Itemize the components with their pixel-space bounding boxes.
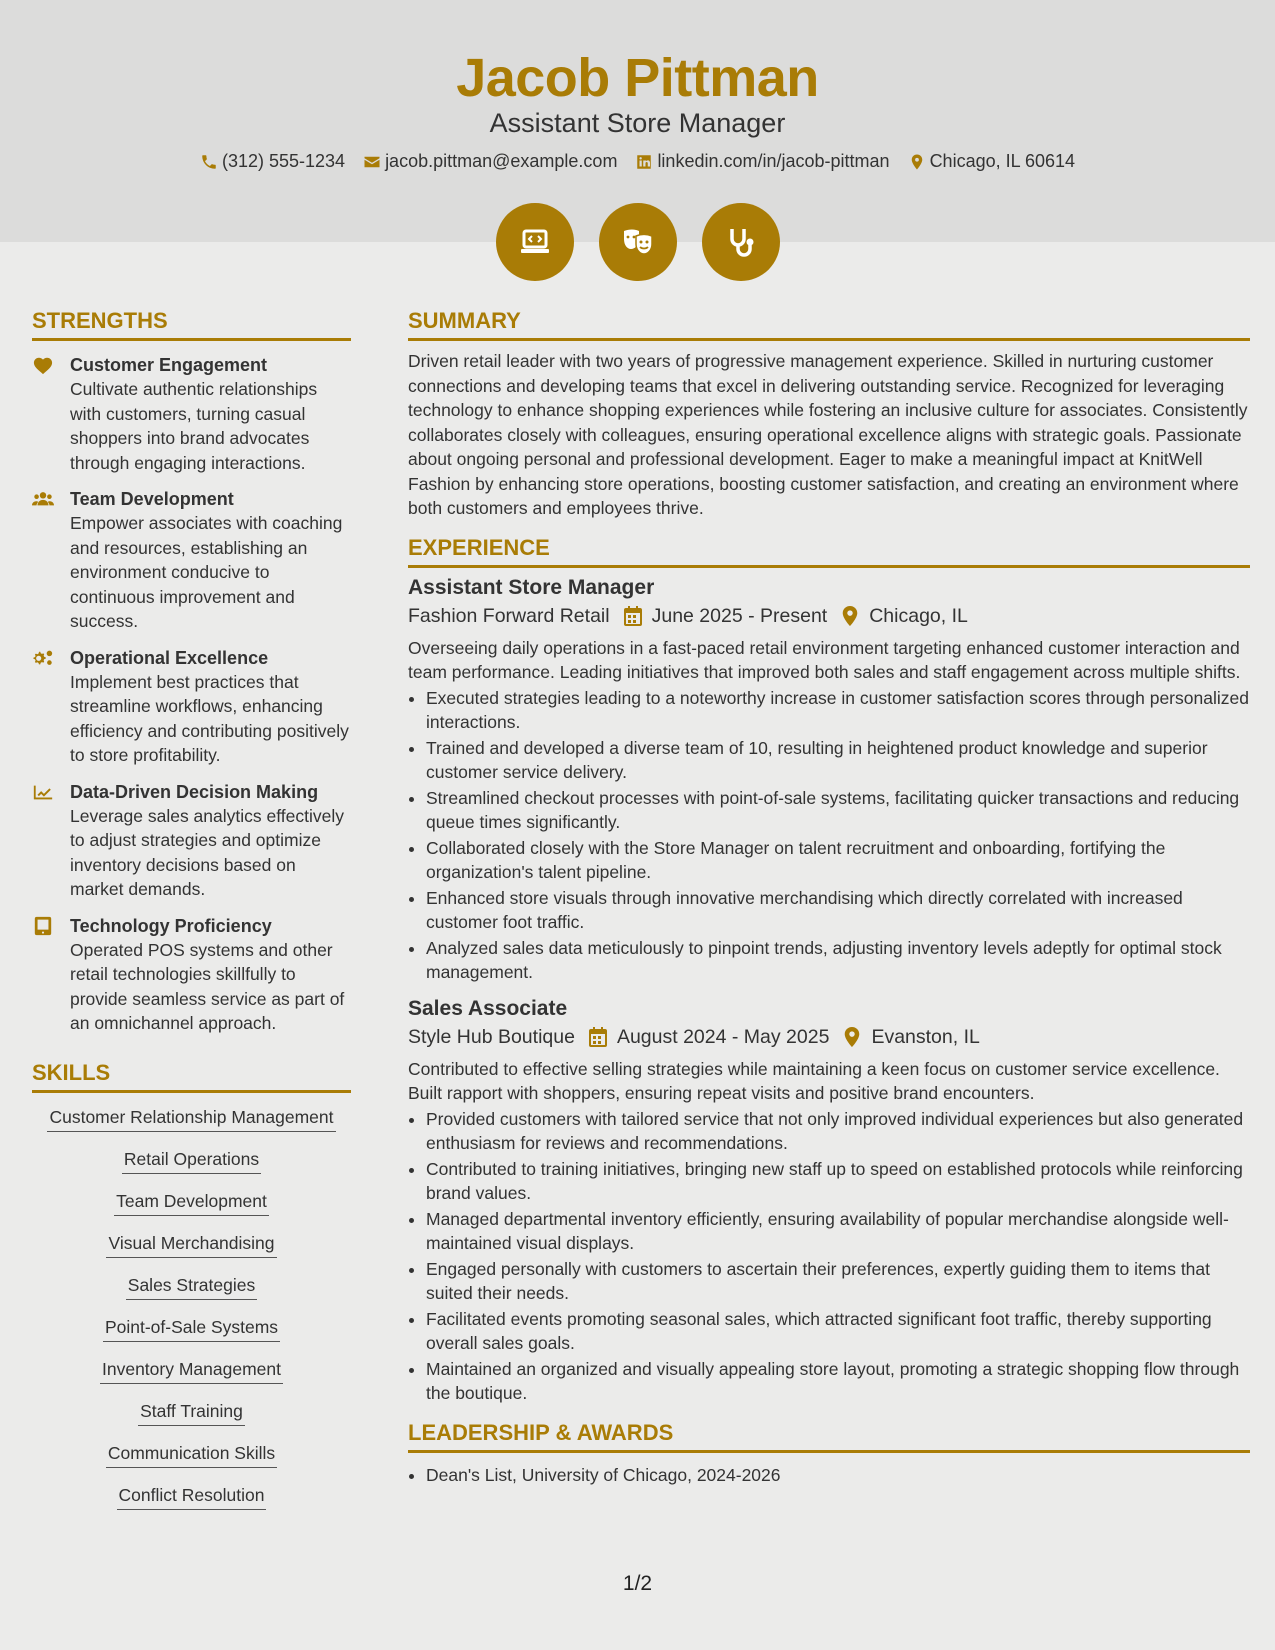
- contact-email[interactable]: [363, 151, 617, 172]
- job-title: Assistant Store Manager: [408, 575, 655, 599]
- linkedin-icon: [635, 153, 653, 171]
- strength-item: [32, 780, 351, 902]
- contact-phone[interactable]: [200, 151, 345, 172]
- strength-title: Customer Engagement: [70, 355, 268, 375]
- job-location: Chicago, IL: [869, 604, 968, 627]
- list-item: • Maintained an organized and visually appealing store layout, promoting a strategic shopping flow through the boutique.: [426, 1357, 1250, 1406]
- job-bullets: [408, 686, 1250, 985]
- job-title: Sales Associate: [408, 996, 568, 1020]
- theater-masks-icon: [599, 203, 677, 281]
- experience-heading: EXPERIENCE: [408, 535, 1250, 568]
- skill-tag: Retail Operations: [122, 1149, 261, 1174]
- job-dates: August 2024 - May 2025: [616, 1025, 830, 1048]
- job-entry: [408, 997, 1250, 1406]
- users-icon: [32, 489, 54, 509]
- list-item: • Collaborated closely with the Store Manager on talent recruitment and onboarding, fortifying the organization's talent pipeline.: [426, 836, 1250, 885]
- right-column: [408, 308, 1250, 1487]
- calendar-icon: [589, 1027, 607, 1047]
- strength-desc: Empower associates with coaching and resources, establishing an environment conducive to continuous improvement and success.: [70, 513, 343, 631]
- skill-tag: Visual Merchandising: [106, 1233, 276, 1258]
- tablet-icon: [32, 916, 54, 936]
- skills-list: [32, 1107, 351, 1527]
- laptop-code-icon: [496, 203, 574, 281]
- job-entry: [408, 576, 1250, 985]
- awards-heading: LEADERSHIP & AWARDS: [408, 1420, 1250, 1453]
- skill-tag: Point-of-Sale Systems: [103, 1317, 280, 1342]
- strengths-heading: STRENGTHS: [32, 308, 351, 341]
- calendar-icon: [624, 606, 642, 626]
- job-company: Fashion Forward Retail: [408, 604, 610, 627]
- page-number: 1/2: [622, 1572, 653, 1595]
- list-item: • Streamlined checkout processes with point-of-sale systems, facilitating quicker transactions and reducing queue times significantly.: [426, 786, 1250, 835]
- skill-tag: Staff Training: [138, 1401, 245, 1426]
- strength-title: Operational Excellence: [70, 647, 269, 668]
- strength-desc: Leverage sales analytics effectively to adjust strategies and optimize inventory decisions based on market demands.: [70, 805, 344, 899]
- skill-tag: Conflict Resolution: [117, 1485, 267, 1510]
- contact-row: [0, 151, 1275, 172]
- list-item: • Provided customers with tailored service that not only improved individual experiences but also generated enthusiasm for reviews and recommendations.: [426, 1107, 1250, 1156]
- chart-line-icon: [32, 782, 54, 802]
- strength-title: Data-Driven Decision Making: [70, 781, 319, 802]
- interest-icons: [0, 203, 1275, 281]
- summary-heading: SUMMARY: [408, 308, 1250, 341]
- list-item: • Contributed to training initiatives, bringing new staff up to speed on established protocols while reinforcing brand values.: [426, 1157, 1250, 1206]
- strength-item: [32, 353, 351, 475]
- summary-text: Driven retail leader with two years of progressive management experience. Skilled in nurturing customer connections and developing teams that excel in delivering outstanding service. Recognized for leveraging technology to enhance shopping experiences while fostering an inclusive culture for associates. Consistently collaborates closely with colleagues, ensuring operational excellence aligns with strategic goals. Passionate about ongoing personal and professional development. Eager to make a meaningful impact at KnitWell Fashion by enhancing store operations, boosting customer satisfaction, and creating an environment where both customers and employees thrive.: [408, 351, 1248, 518]
- linkedin-text: linkedin.com/in/jacob-pittman: [657, 151, 890, 171]
- job-meta: [408, 1026, 1250, 1049]
- list-item: • Enhanced store visuals through innovative merchandising which directly correlated with increased customer foot traffic.: [426, 886, 1250, 935]
- stethoscope-icon: [702, 203, 780, 281]
- list-item: • Engaged personally with customers to ascertain their preferences, expertly guiding them to items that suited their needs.: [426, 1257, 1250, 1306]
- skills-heading: SKILLS: [32, 1060, 351, 1093]
- map-marker-icon: [908, 153, 926, 171]
- cogs-icon: [32, 648, 54, 668]
- list-item: • Dean's List, University of Chicago, 2024-2026: [426, 1463, 1250, 1488]
- list-item: • Trained and developed a diverse team of 10, resulting in heightened product knowledge and superior customer service delivery.: [426, 736, 1250, 785]
- job-description: Contributed to effective selling strategies while maintaining a keen focus on customer service excellence. Built rapport with shoppers, ensuring repeat visits and positive brand encounters.: [408, 1058, 1220, 1103]
- list-item: • Analyzed sales data meticulously to pinpoint trends, adjusting inventory levels adeptly for optimal stock management.: [426, 936, 1250, 985]
- envelope-icon: [363, 153, 381, 171]
- left-column: [32, 308, 351, 1527]
- strength-item: [32, 646, 351, 768]
- strength-item: [32, 914, 351, 1036]
- strength-item: [32, 487, 351, 634]
- strength-title: Technology Proficiency: [70, 915, 272, 936]
- map-marker-icon: [841, 606, 859, 626]
- strength-desc: Operated POS systems and other retail technologies skillfully to provide seamless service as part of an omnichannel approach.: [70, 939, 345, 1033]
- job-dates: June 2025 - Present: [651, 604, 828, 627]
- map-marker-icon: [843, 1027, 861, 1047]
- strength-desc: Cultivate authentic relationships with customers, turning casual shoppers into brand advocates through engaging interactions.: [70, 379, 318, 473]
- email-text: jacob.pittman@example.com: [385, 151, 618, 171]
- phone-text: (312) 555-1234: [221, 151, 346, 171]
- skill-tag: Communication Skills: [106, 1443, 277, 1468]
- list-item: • Managed departmental inventory efficiently, ensuring availability of popular merchandise alongside well-maintained visual displays.: [426, 1207, 1250, 1256]
- job-bullets: [408, 1107, 1250, 1406]
- strength-desc: Implement best practices that streamline workflows, enhancing efficiency and contributing positively to store profitability.: [70, 671, 349, 765]
- contact-location: [908, 151, 1075, 172]
- job-location: Evanston, IL: [871, 1025, 980, 1048]
- list-item: • Facilitated events promoting seasonal sales, which attracted significant foot traffic, thereby supporting overall sales goals.: [426, 1307, 1250, 1356]
- job-description: Overseeing daily operations in a fast-paced retail environment targeting enhanced customer interaction and team performance. Leading initiatives that improved both sales and staff engagement across multiple shifts.: [408, 637, 1241, 682]
- location-text: Chicago, IL 60614: [929, 151, 1076, 171]
- contact-linkedin[interactable]: [635, 151, 889, 172]
- strength-title: Team Development: [70, 489, 234, 509]
- candidate-title: Assistant Store Manager: [489, 108, 786, 138]
- job-company: Style Hub Boutique: [408, 1025, 575, 1048]
- phone-icon: [200, 153, 218, 171]
- skill-tag: Sales Strategies: [126, 1275, 257, 1300]
- list-item: • Executed strategies leading to a noteworthy increase in customer satisfaction scores through personalized interactions.: [426, 686, 1250, 735]
- candidate-name: Jacob Pittman: [456, 48, 819, 108]
- skill-tag: Customer Relationship Management: [47, 1107, 335, 1132]
- awards-list: [408, 1463, 1250, 1488]
- skill-tag: Team Development: [114, 1191, 269, 1216]
- skill-tag: Inventory Management: [100, 1359, 283, 1384]
- job-meta: [408, 605, 1250, 628]
- heart-icon: [32, 355, 54, 375]
